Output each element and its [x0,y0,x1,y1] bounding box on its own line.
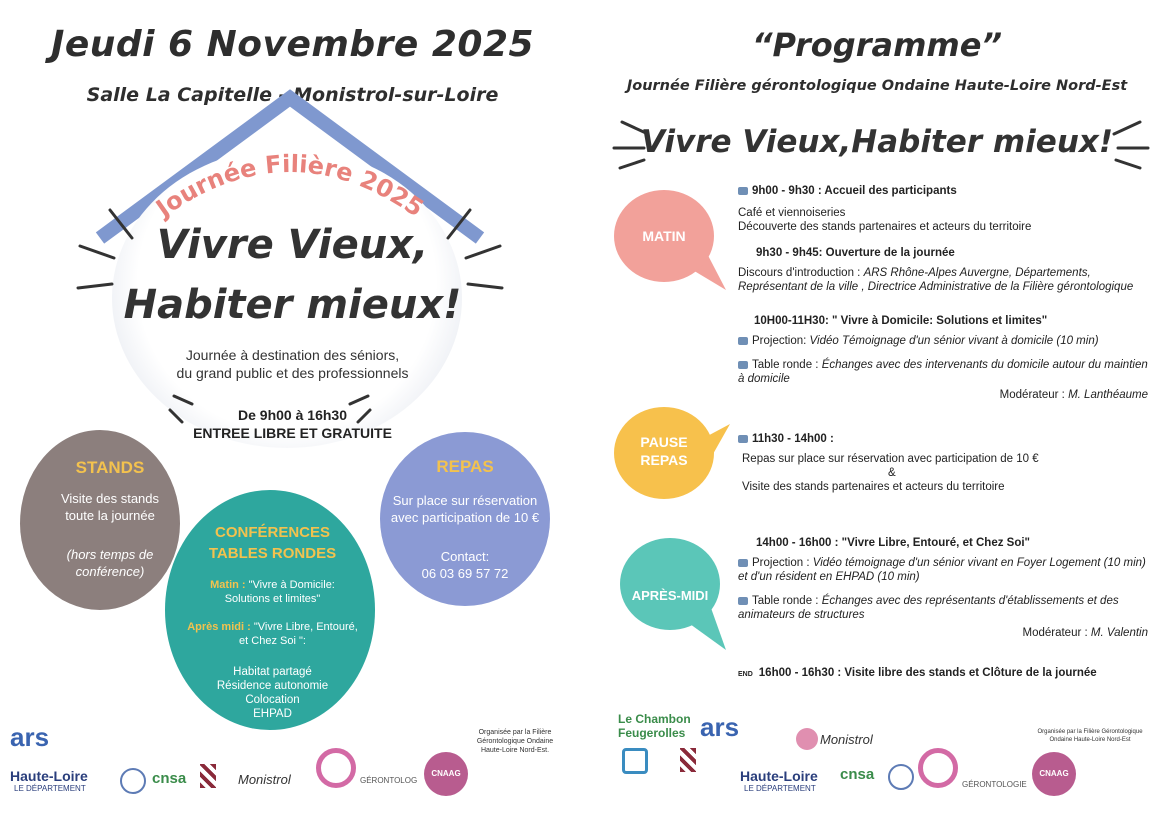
flower-logo [796,728,818,750]
program-text: M. Valentin [1090,627,1148,639]
stands-note-line2: conférence) [75,564,145,579]
pause-label: PAUSE [640,434,688,450]
haute-loire-logo: Haute-Loire [740,768,818,784]
conf-list-item: Habitat partagé [233,666,312,678]
program-label: Modérateur : [999,389,1065,401]
ars-logo: ars [700,712,740,742]
right-organizer [1030,728,1150,744]
ars-logo: ars [10,722,50,752]
conferences-aprem [180,620,365,648]
program-text: Vidéo Témoignage d'un sénior vivant à domicile (10 min) [809,335,1099,347]
stands-text-line1: Visite des stands [60,491,160,506]
program-time: 10H00-11H30: " Vivre à Domicile: Solutions et limites" [754,315,1048,327]
repas-label: REPAS [640,452,688,468]
conf-list-item: Colocation [245,694,300,706]
left-desc-line1: Journée à destination des séniors, [185,347,400,363]
feugerolles-logo: Feugerolles [618,726,686,740]
chambon-logo: Le Chambon [618,712,691,726]
program-item-accueil [738,184,1148,234]
haute-loire-subtitle: LE DÉPARTEMENT [14,784,86,793]
aprem-label: APRÈS-MIDI [631,588,709,603]
left-entry: ENTREE LIBRE ET GRATUITE [193,425,392,441]
conf-matin-text2: Solutions et limites" [224,593,321,605]
stands-text-line2: toute la journée [65,508,155,523]
seal-logo [888,764,914,790]
program-item-cloture [738,666,1148,682]
left-slogan-line2: Habiter mieux! [123,282,462,328]
gerontolog-logo: GÉRONTOLOG [360,776,418,785]
conferences-title [180,522,365,564]
right-organizer-line2: Ondaine Haute-Loire Nord-Est [1049,737,1131,743]
repas-title: REPAS [436,457,494,476]
gerontologie-logo: GÉRONTOLOGIE [962,780,1027,789]
matin-label: MATIN [642,228,686,244]
program-label: Projection: [752,335,807,347]
aprem-bubble [620,538,720,630]
left-organizer-line3: Haute-Loire Nord-Est. [480,747,550,754]
program-text: Café et viennoiseries [738,207,846,219]
right-subtitle: Journée Filière gérontologique Ondaine Haute-Loire Nord-Est [626,78,1128,94]
conferences-list [180,665,365,721]
conferences-title-line1: CONFÉRENCES [214,524,330,541]
program-text: Visite des stands partenaires et acteurs du territoire [742,481,1005,493]
program-text: Échanges avec des représentants d'établissements et des animateurs de structures [738,595,1119,621]
repas-text-line2: avec participation de 10 € [390,510,540,525]
cnaag-logo: CNAAG [1032,752,1076,796]
coffee-icon [738,187,748,195]
conf-list-item: EHPAD [253,708,292,720]
program-text: Repas sur place sur réservation avec participation de 10 € [742,453,1039,465]
program-text: Échanges avec des intervenants du domicile autour du maintien à domicile [738,359,1148,385]
monistrol-logo: Monistrol [238,772,291,787]
program-text: & [888,467,896,479]
cpam-logo [622,748,648,774]
repas-text [380,492,550,526]
stands-note [20,546,200,580]
chat-icon [738,597,748,605]
conf-matin-text1: "Vivre à Domicile: [248,579,335,591]
program-time: 14h00 - 16h00 : "Vivre Libre, Entouré, et Chez Soi" [756,537,1031,549]
hospital-logo [680,748,696,772]
program-label: Projection : [752,557,810,569]
cnsa-logo: cnsa [152,770,187,787]
left-venue: Salle La Capitelle - Monistrol-sur-Loire [86,84,499,106]
program-label: Table ronde : [752,359,819,371]
program-time: 9h30 - 9h45: Ouverture de la journée [756,247,955,259]
conferences-title-line2: TABLES RONDES [208,545,337,562]
camera-icon [738,337,748,345]
program-time: 16h00 - 16h30 : Visite libre des stands et Clôture de la journée [758,667,1097,679]
repas-contact-label: Contact: [440,549,490,564]
program-text: M. Lanthéaume [1068,389,1148,401]
haute-loire-logo: Haute-Loire [10,768,88,784]
program-label: Discours d'introduction : [738,267,861,279]
haute-loire-subtitle: LE DÉPARTEMENT [744,784,816,793]
arc-title-text: Journée Filière 2025 [151,149,429,223]
hospital-logo [200,764,216,788]
right-slogan: Vivre Vieux,Habiter mieux! [640,124,1114,160]
left-organizer-line2: Gérontologique Ondaine [476,738,554,745]
meal-icon [738,435,748,443]
conf-aprem-text1: "Vivre Libre, Entouré, [253,621,358,633]
program-time: 11h30 - 14h00 : [752,433,834,445]
end-icon: END [738,671,753,678]
left-organizer-line1: Organisée par la Filière [478,729,552,736]
program-label: Modérateur : [1022,627,1088,639]
program-item-ouverture [738,246,1148,294]
conf-list-item: Résidence autonomie [216,680,329,692]
conf-aprem-label: Après midi : [187,621,251,633]
repas-contact-phone: 06 03 69 57 72 [421,566,509,581]
left-desc-line2: du grand public et des professionnels [176,365,409,381]
conf-matin-label: Matin : [210,579,246,591]
program-label: Table ronde : [752,595,819,607]
ggg-logo [316,748,356,788]
cnaag-logo: CNAAG [424,752,468,796]
camera-icon [738,559,748,567]
right-organizer-line1: Organisée par la Filière Gérontologique [1037,729,1143,735]
chat-icon [738,361,748,369]
program-item-domicile [738,314,1148,402]
left-organizer [455,728,575,755]
conf-aprem-text2: et Chez Soi ": [239,635,306,647]
repas-text-line1: Sur place sur réservation [392,493,538,508]
repas-contact [380,548,550,582]
cnsa-logo: cnsa [840,766,875,783]
left-description [0,346,585,382]
left-date-title: Jeudi 6 Novembre 2025 [50,24,535,65]
ggg-logo [918,748,958,788]
program-item-libre [738,536,1148,640]
stands-title: STANDS [75,458,145,477]
program-text: ARS Rhône-Alpes Auvergne, Départements, Représentant de la ville , Directrice Administrative de la Filière gérontologique [738,267,1134,293]
stands-text [20,490,200,524]
program-time: 9h00 - 9h30 : Accueil des participants [752,185,957,197]
program-item-repas [738,432,1148,494]
left-hours-time: De 9h00 à 16h30 [238,407,347,423]
monistrol-logo: Monistrol [820,732,873,747]
right-title: “Programme” [751,26,1003,64]
seal-logo [120,768,146,794]
conferences-matin [180,578,365,606]
program-text: Découverte des stands partenaires et acteurs du territoire [738,221,1032,233]
stands-note-line1: (hors temps de [66,547,154,562]
left-slogan-line1: Vivre Vieux, [156,222,429,268]
program-text: Vidéo témoignage d'un sénior vivant en Foyer Logement (10 min) et d'un résident en EHPAD (10 min) [738,557,1146,583]
